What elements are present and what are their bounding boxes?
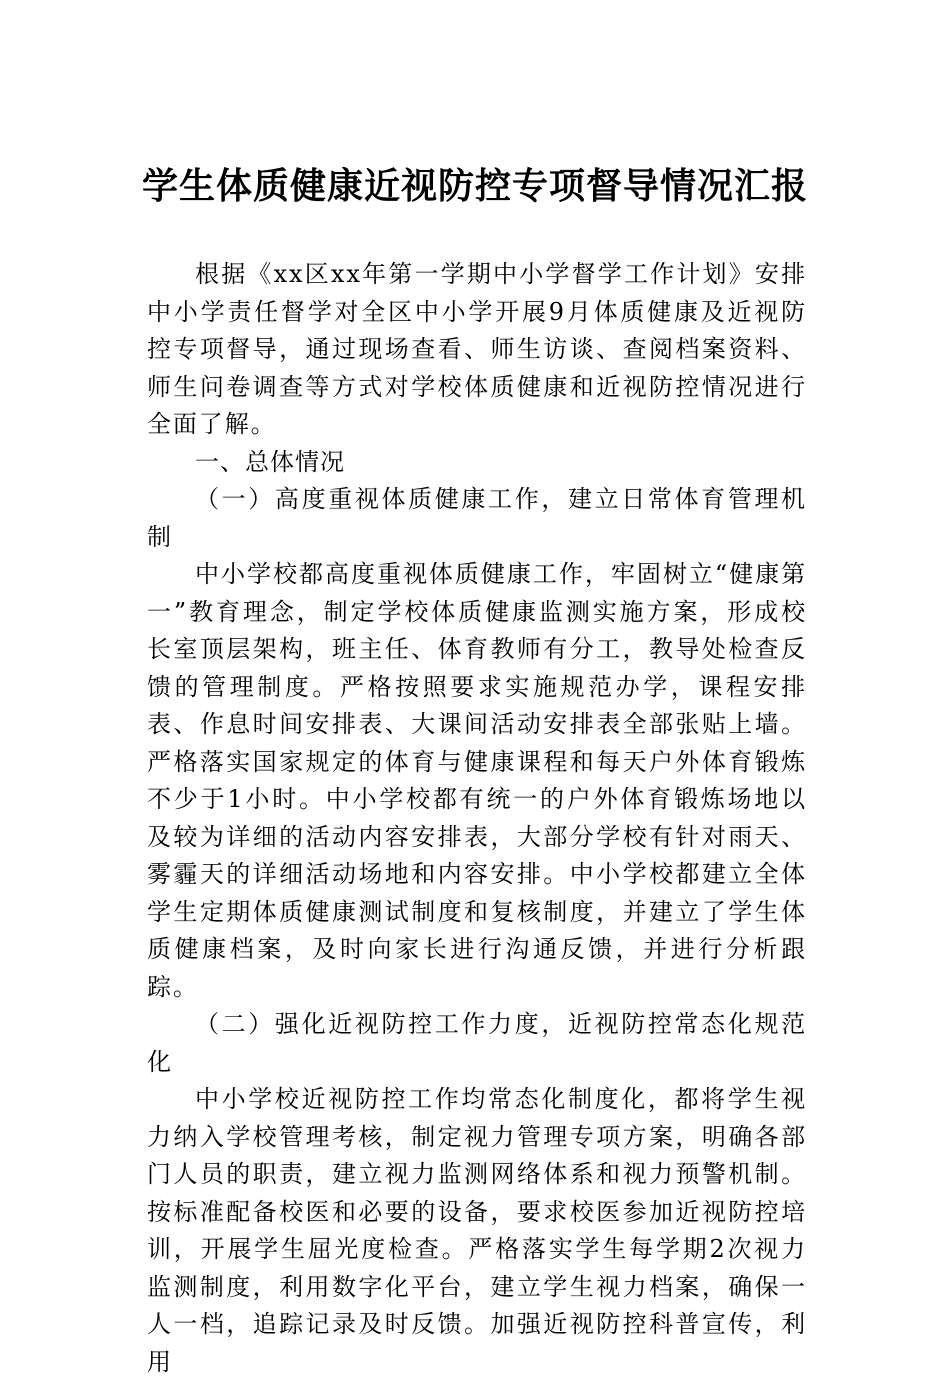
- subsection-body-1: 中小学校都高度重视体质健康工作，牢固树立“健康第一”教育理念，制定学校体质健康监测实施方案，形成校长室顶层架构，班主任、体育教师有分工，教导处检查反馈的管理制度。严格按照要求实施规范办学，课程安排表、作息时间安排表、大课间活动安排表全部张贴上墙。严格落实国家规定的体育与健康课程和每天户外体育锻炼不少于1小时。中小学校都有统一的户外体育锻炼场地以及较为详细的活动内容安排表，大部分学校有针对雨天、雾霾天的详细活动场地和内容安排。中小学校都建立全体学生定期体质健康测试制度和复核制度，并建立了学生体质健康档案，及时向家长进行沟通反馈，并进行分析跟踪。: [147, 560, 807, 1001]
- subsection-body-2: 中小学校近视防控工作均常态化制度化，都将学生视力纳入学校管理考核，制定视力管理专项方案，明确各部门人员的职责，建立视力监测网络体系和视力预警机制。按标准配备校医和必要的设备，要求校医参加近视防控培训，开展学生屈光度检查。严格落实学生每学期2次视力监测制度，利用数字化平台，建立学生视力档案，确保一人一档，追踪记录及时反馈。加强近视防控科普宣传，利用: [147, 1085, 807, 1376]
- subsection-heading-2: （二）强化近视防控工作力度，近视防控常态化规范化: [147, 1010, 807, 1076]
- subsection-heading-1: （一）高度重视体质健康工作，建立日常体育管理机制: [147, 485, 807, 551]
- intro-paragraph: 根据《xx区xx年第一学期中小学督学工作计划》安排中小学责任督学对全区中小学开展9月体质健康及近视防控专项督导，通过现场查看、师生访谈、查阅档案资料、师生问卷调查等方式对学校体质健康和近视防控情况进行全面了解。: [147, 260, 807, 438]
- document-body: [147, 256, 807, 1381]
- section-heading-overall: 一、总体情况: [195, 447, 345, 476]
- document-title: 学生体质健康近视防控专项督导情况汇报: [141, 165, 808, 207]
